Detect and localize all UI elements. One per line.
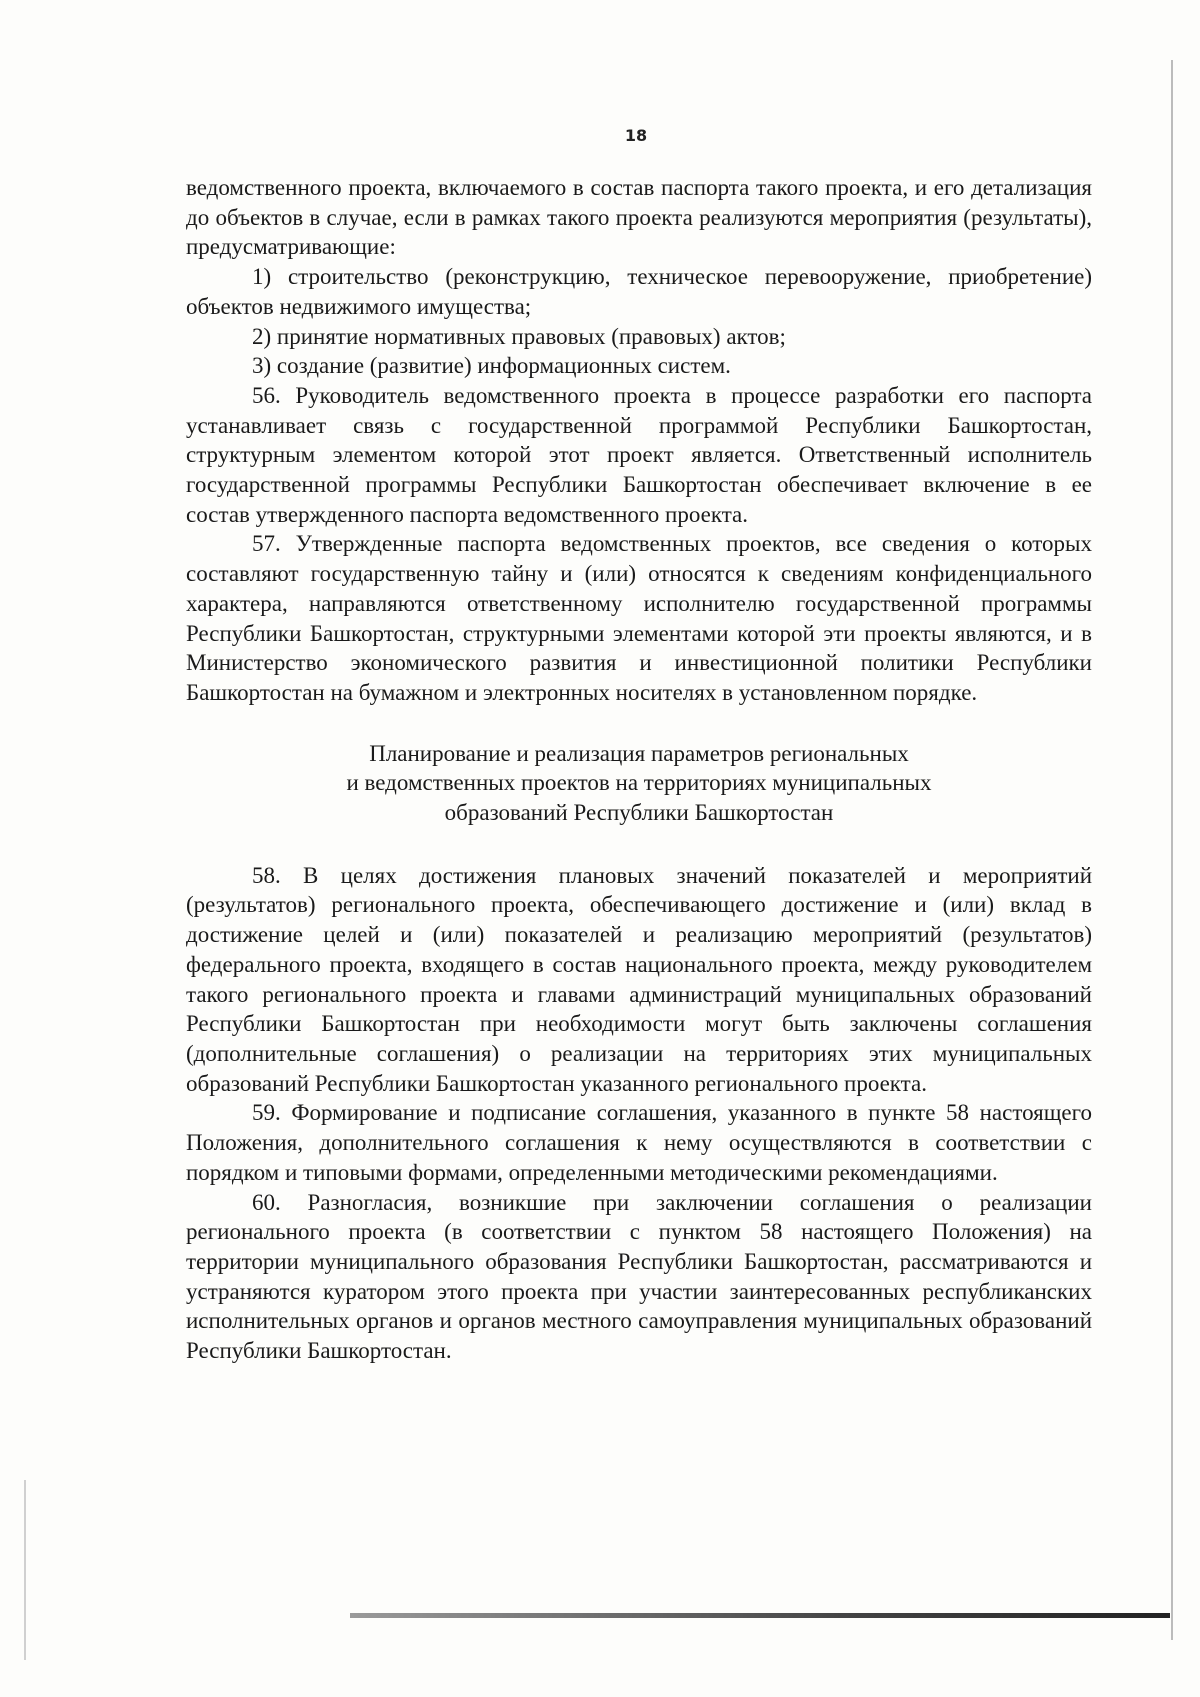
paragraph-60: 60. Разногласия, возникшие при заключении соглашения о реализации регионального проекта (в соответствии с пунктом 58 настоящего Положения) на территории муниципального образования Республики Башкортостан, рассматриваются и устраняются куратором этого проекта при участии заинтересованных республиканских исполнительных органов и органов местного самоуправления муниципальных образований Республики Башкортостан. xyxy=(186,1189,1092,1364)
scan-edge-right xyxy=(1171,60,1173,1640)
heading-line-1: Планирование и реализация параметров региональных xyxy=(369,740,909,766)
paragraph-59: 59. Формирование и подписание соглашения, указанного в пункте 58 настоящего Положения, дополнительного соглашения к нему осуществляются в соответствии с порядком и типовыми формами, определенными методическими рекомендациями. xyxy=(186,1100,1092,1185)
paragraph-57: 57. Утвержденные паспорта ведомственных проектов, все сведения о которых составляют государственную тайну и (или) относятся к сведениям конфиденциального характера, направляются ответственному исполнителю государственной программы Республики Башкортостан, структурными элементами которой эти проекты являются, и в Министерство экономического развития и инвестиционной политики Республики Башкортостан на бумажном и электронных носителях в установленном порядке. xyxy=(186,531,1092,705)
paragraph-continuation: ведомственного проекта, включаемого в состав паспорта такого проекта, и его детализация до объектов в случае, если в рамках такого проекта реализуются мероприятия (результаты), предусматривающие: xyxy=(186,175,1092,260)
heading-line-3: образований Республики Башкортостан xyxy=(444,800,834,826)
section-heading xyxy=(186,739,1092,828)
scan-edge-left xyxy=(24,1480,26,1660)
document-body xyxy=(186,173,1092,1366)
paragraph-58: 58. В целях достижения плановых значений показателей и мероприятий (результатов) регионального проекта, обеспечивающего достижение и (или) вклад в достижение целей и (или) показателей и реализацию мероприятий (результатов) федерального проекта, входящего в состав национального проекта, между руководителем такого регионального проекта и главами администраций муниципальных образований Республики Башкортостан при необходимости могут быть заключены соглашения (дополнительные соглашения) о реализации на территориях этих муниципальных образований Республики Башкортостан указанного регионального проекта. xyxy=(186,862,1092,1096)
list-item-1: 1) строительство (реконструкцию, техническое перевооружение, приобретение) объектов недвижимого имущества; xyxy=(186,264,1092,319)
paragraph-56: 56. Руководитель ведомственного проекта в процессе разработки его паспорта устанавливает связь с государственной программой Республики Башкортостан, структурным элементом которой этот проект является. Ответственный исполнитель государственной программы Республики Башкортостан обеспечивает включение в ее состав утвержденного паспорта ведомственного проекта. xyxy=(186,382,1092,527)
page-number: 18 xyxy=(624,126,648,145)
list-item-3: 3) создание (развитие) информационных систем. xyxy=(252,353,731,379)
list-item-2: 2) принятие нормативных правовых (правовых) актов; xyxy=(252,323,786,349)
scan-bottom-rule xyxy=(350,1613,1170,1618)
heading-line-2: и ведомственных проектов на территориях муниципальных xyxy=(346,770,932,796)
